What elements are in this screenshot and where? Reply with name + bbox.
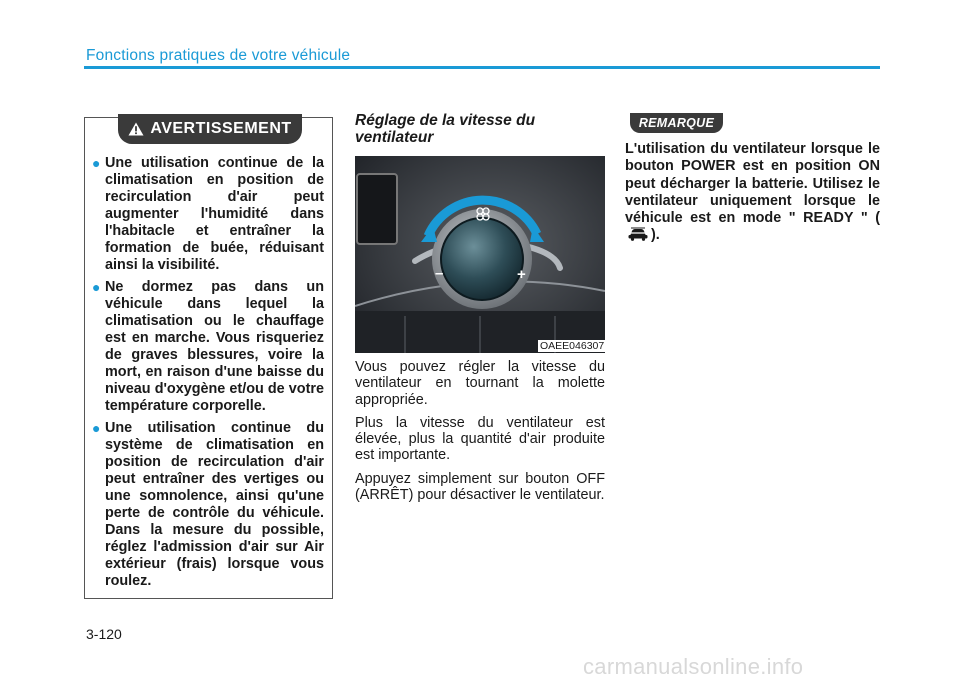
page-number: 3-120: [86, 626, 122, 642]
note-text-before: L'utilisation du ventilateur lorsque le bouton POWER est en position ON peut décharger la batterie. Utilisez le ventilateur uniquement lorsque le véhicule est en mode " READY " (: [625, 141, 880, 227]
warning-item: [92, 420, 324, 590]
knob-plus-label: +: [517, 266, 526, 283]
header-rule: [84, 66, 880, 69]
body-paragraph: Vous pouvez régler la vitesse du ventilateur en tournant la molette appropriée.: [355, 359, 605, 408]
bullet-icon: ●: [92, 279, 101, 295]
ready-car-icon: [627, 227, 649, 241]
warning-list: [92, 155, 324, 595]
warning-item-text: Une utilisation continue de la climatisation en position de recirculation d'air peut augmenter l'humidité dans l'habitacle et entraîner la formation de buée, réduisant ainsi la visibilité.: [105, 155, 324, 273]
body-paragraph: Appuyez simplement sur bouton OFF (ARRÊT) pour désactiver le ventilateur.: [355, 470, 605, 504]
warning-tab: [118, 114, 302, 144]
warning-label: AVERTISSEMENT: [150, 120, 292, 137]
section-body: [355, 359, 605, 510]
warning-item: [92, 155, 324, 274]
bullet-icon: ●: [92, 155, 101, 171]
image-caption: OAEE046307: [540, 340, 605, 352]
warning-triangle-icon: [128, 122, 144, 136]
bullet-icon: ●: [92, 420, 101, 436]
warning-item-text: Ne dormez pas dans un véhicule dans lequel la climatisation ou le chauffage est en marche. Vous risqueriez de graves blessures, voire la mort, en raison d'une baisse du niveau d'oxygène et/ou de votre température corporelle.: [105, 279, 324, 414]
fan-knob-photo: [355, 156, 605, 353]
section-header: Fonctions pratiques de votre véhicule: [86, 47, 351, 64]
body-paragraph: Plus la vitesse du ventilateur est élevée, plus la quantité d'air produite est importante.: [355, 414, 605, 464]
knob-minus-label: –: [435, 265, 444, 282]
warning-item-text: Une utilisation continue du système de climatisation en position de recirculation d'air peut entraîner des vertiges ou une somnolence, ainsi qu'une perte de contrôle du véhicule. Dans la mesure du possible, réglez l'admission d'air sur Air extérieur (frais) lorsque vous roulez.: [105, 420, 324, 589]
section-title: Réglage de la vitesse du ventilateur: [355, 112, 536, 146]
watermark: carmanualsonline.info: [583, 654, 804, 679]
note-tab: REMARQUE: [630, 113, 723, 133]
note-text-after: ).: [651, 227, 660, 244]
note-text: [625, 141, 880, 245]
warning-item: [92, 279, 324, 415]
climate-panel-illustration: [355, 156, 605, 353]
